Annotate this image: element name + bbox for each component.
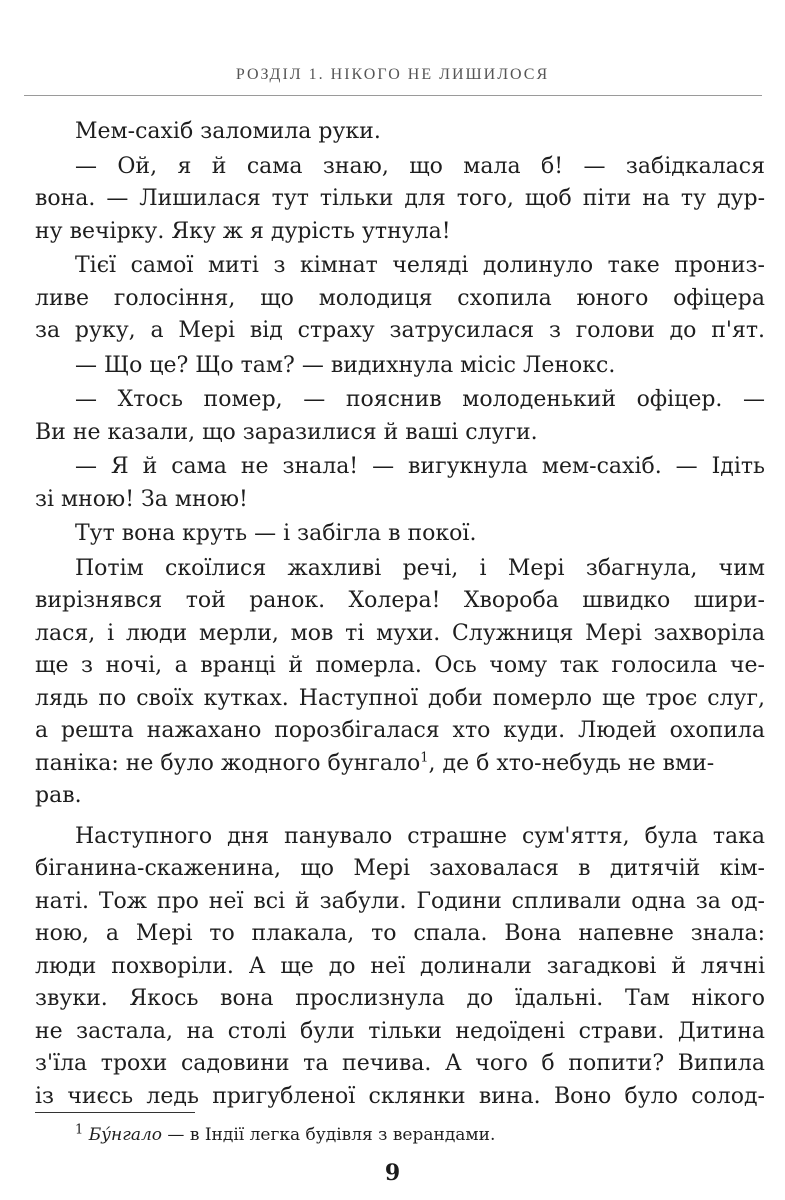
text-line: — Я й сама не знала! — вигукнула мем-сахіб. — Ідіть	[75, 454, 765, 479]
footnote	[75, 1124, 755, 1146]
text-line: вирізнявся той ранок. Холера! Хвороба швидко шири-	[35, 588, 765, 613]
header-rule	[24, 95, 762, 96]
text-line: Наступного дня панувало страшне сум'яття, була така	[75, 823, 765, 849]
text-fragment: , де б хто-небудь не вми-	[428, 750, 715, 776]
text-line: люди похворіли. А ще до неї долинали загадкові й лячні	[35, 953, 765, 979]
text-line-with-footnote	[35, 748, 765, 781]
text-line: Мем-сахіб заломила руки.	[75, 119, 381, 144]
footnote-number: 1	[75, 1122, 84, 1138]
text-line: ливе голосіння, що молодиця схопила юного офіцера	[35, 285, 765, 311]
text-line: зі мною! За мною!	[35, 486, 248, 512]
text-line: Тієї самої миті з кімнат челяді долинуло таке прониз-	[75, 253, 765, 278]
text-line: ною, а Мері то плакала, то спала. Вона напевне знала:	[35, 921, 765, 946]
text-line: ще з ночі, а вранці й померла. Ось чому так голосила че-	[35, 653, 765, 678]
text-line: із чиєсь ледь пригубленої склянки вина. Воно було солод-	[35, 1083, 765, 1109]
text-line: вона. — Лишилася тут тільки для того, щоб піти на ту дур-	[35, 186, 765, 211]
text-line: — Ой, я й сама знаю, що мала б! — забідкалася	[75, 153, 765, 179]
text-line: біганина-скаженина, що Мері заховалася в дитячій кім-	[35, 856, 765, 881]
text-fragment: паніка: не було жодного бунгало	[35, 750, 421, 776]
footnote-marker: 1	[420, 750, 429, 766]
text-line: Потім скоїлися жахливі речі, і Мері збагнула, чим	[75, 555, 765, 581]
text-line: рав.	[35, 783, 82, 808]
text-line: лядь по своїх кутках. Наступної доби померло ще троє слуг,	[35, 685, 765, 711]
text-line: — Що це? Що там? — видихнула місіс Ленокс.	[75, 352, 616, 378]
footnote-rule	[35, 1112, 195, 1113]
page-number: 9	[384, 1160, 401, 1186]
text-line: Ви не казали, що заразилися й ваші слуги.	[35, 419, 538, 445]
text-line: з'їла трохи садовини та печива. А чого б попити? Випила	[35, 1051, 765, 1076]
text-line: наті. Тож про неї всі й забули. Години спливали одна за од-	[35, 888, 765, 914]
text-line: ну вечірку. Яку ж я дурість утнула!	[35, 218, 451, 244]
footnote-term: Бу́нгало	[88, 1125, 163, 1145]
body-text	[35, 116, 765, 1113]
text-line: звуки. Якось вона прослизнула до їдальні. Там нікого	[35, 986, 765, 1011]
text-line: а решта нажахано порозбігалася хто куди. Людей охопила	[35, 718, 765, 743]
text-line: — Хтось помер, — пояснив молоденький офіцер. —	[75, 387, 765, 412]
footnote-text: — в Індії легка будівля з верандами.	[162, 1125, 496, 1145]
text-line: лася, і люди мерли, мов ті мухи. Служниця Мері захворіла	[35, 620, 765, 646]
running-head: РОЗДІЛ 1. НІКОГО НЕ ЛИШИЛОСЯ	[235, 66, 550, 83]
text-line: Тут вона круть — і забігла в покої.	[75, 521, 477, 546]
text-line: за руку, а Мері від страху затрусилася з голови до п'ят.	[35, 318, 765, 343]
text-line: не застала, на столі були тільки недоїдені страви. Дитина	[35, 1018, 765, 1044]
